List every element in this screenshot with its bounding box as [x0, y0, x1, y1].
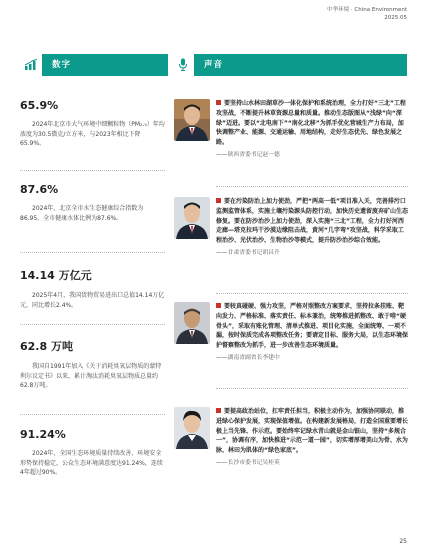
quote-body	[216, 197, 408, 259]
bar-chart-icon	[20, 54, 42, 76]
voices-section-title: 声音	[204, 60, 224, 70]
portrait-photo	[174, 197, 210, 239]
publication-brand: 中华环境 · China Environment	[327, 7, 407, 13]
quote-text: 要提高政治站位，扛牢责任担当，积极主动作为，加强协同联动，推进绿心保护发展，实现保值增值。在构建新发展格局，打造全国重要增长极上当先锋、作示范。要始终牢记绿水青山就是金山银山，坚持“多规合一”，协调有序，加快推进“示范一道一园”，切实增厚增美山为骨、水为脉、林田为肌体的“绿色家底”。	[216, 408, 409, 455]
quote-body	[216, 407, 408, 469]
stat-item	[20, 428, 165, 478]
stat-text: 2025年4月，我国货物贸易进出口总值14.14万亿元，同比增长2.4%。	[20, 292, 165, 309]
quote-text: 要坚持山水林田湖草沙一体化保护和系统治理，全力打好“三北”工程攻坚战，不断提升林草资源总量和质量。推动生态版图从“浅绿”向“深绿”迈进。要以“北电南下”“南化北移”为抓手优化营城生产力布局，加快调整产业、能源、交通运输、用地结构，走好生态优先、绿色发展之路。	[216, 100, 406, 147]
quote-signature: ——长沙市委书记吴桂英	[216, 459, 280, 466]
quote-signature: ——甘肃省委书记胡昌升	[216, 249, 280, 256]
quote-signature: ——湖南省副省长李建中	[216, 354, 280, 361]
stat-item	[20, 338, 165, 391]
stat-value: 65.9%	[20, 99, 59, 112]
page-header	[327, 6, 407, 22]
red-square-bullet-icon	[216, 100, 221, 105]
stat-item	[20, 183, 165, 223]
numbers-section-title: 数字	[52, 60, 72, 70]
portrait-photo	[174, 302, 210, 344]
voices-section-bar	[172, 54, 407, 76]
stat-value: 62.8 万吨	[20, 340, 73, 353]
quote-body	[216, 302, 408, 364]
issue-date: 2025.05	[384, 15, 407, 21]
portrait-photo	[174, 99, 210, 141]
quote-signature: ——陕西省委书记赵一德	[216, 151, 280, 158]
numbers-section-bar	[20, 54, 168, 76]
stat-text: 我国自1991年加入《关于消耗臭氧层物质的蒙特利尔议定书》以来，累计淘汰消耗臭氧层物质总量约62.8万吨。	[20, 363, 162, 389]
stat-divider	[20, 252, 165, 253]
red-square-bullet-icon	[216, 408, 221, 413]
stat-text: 2024年北京市大气环境中细颗粒物（PM₂.₅）年均浓度为30.5微克/立方米，与2023年相比下降65.9%。	[20, 121, 165, 147]
stat-value: 14.14 万亿元	[20, 269, 92, 282]
stat-value: 91.24%	[20, 428, 66, 441]
microphone-icon	[172, 54, 194, 76]
red-square-bullet-icon	[216, 198, 221, 203]
quote-text: 要在污染防治上加力使劲，严把“两高一低”项目准入关，完善排污口监测监管体系，实施土壤污染源头防控行动，加快历史遗留废弃矿山生态修复。要在防沙治沙上加力使劲，深入实施“三北”工程，全力打好河西走廊—塔克拉玛干沙漠边缘阻击战，黄河“几字弯”攻坚战，科学采取工程治沙、光伏治沙、生物治沙等模式，提升防沙治沙综合效能。	[216, 198, 409, 245]
page-number: 25	[399, 538, 407, 545]
stat-divider	[20, 414, 165, 415]
quote-body	[216, 99, 408, 161]
quote-divider	[216, 293, 408, 294]
red-square-bullet-icon	[216, 303, 221, 308]
stat-text: 2024年，北京全市水生态健康综合指数为86.95，全市健康水体比例为87.6%。	[20, 205, 144, 222]
stat-divider	[20, 170, 165, 171]
quote-divider	[216, 388, 408, 389]
stat-text: 2024年，全国生态环境质量持续改善，环境安全形势保持稳定，公众生态环境满意度达91.24%，连续4年超过90%。	[20, 450, 163, 476]
quote-text: 要较真碰硬、强力攻坚，严格对照整改方案要求，坚持拉条挂账、靶向发力、严格标准、落实责任、标本兼治，统筹推进抓整改、敢于啃“硬骨头”，采取有账化管理、清单式推进、项目化实施，全面统筹、一项不漏，按时保质完成各项整改任务；要请定目标、服务大局，以生态环境保护督察整改为抓手，进一步改善生态环境质量。	[216, 303, 409, 350]
stat-item	[20, 267, 165, 310]
stat-value: 87.6%	[20, 183, 59, 196]
stat-item	[20, 99, 165, 149]
quote-divider	[216, 186, 408, 187]
portrait-photo	[174, 407, 210, 449]
stat-divider	[20, 324, 165, 325]
